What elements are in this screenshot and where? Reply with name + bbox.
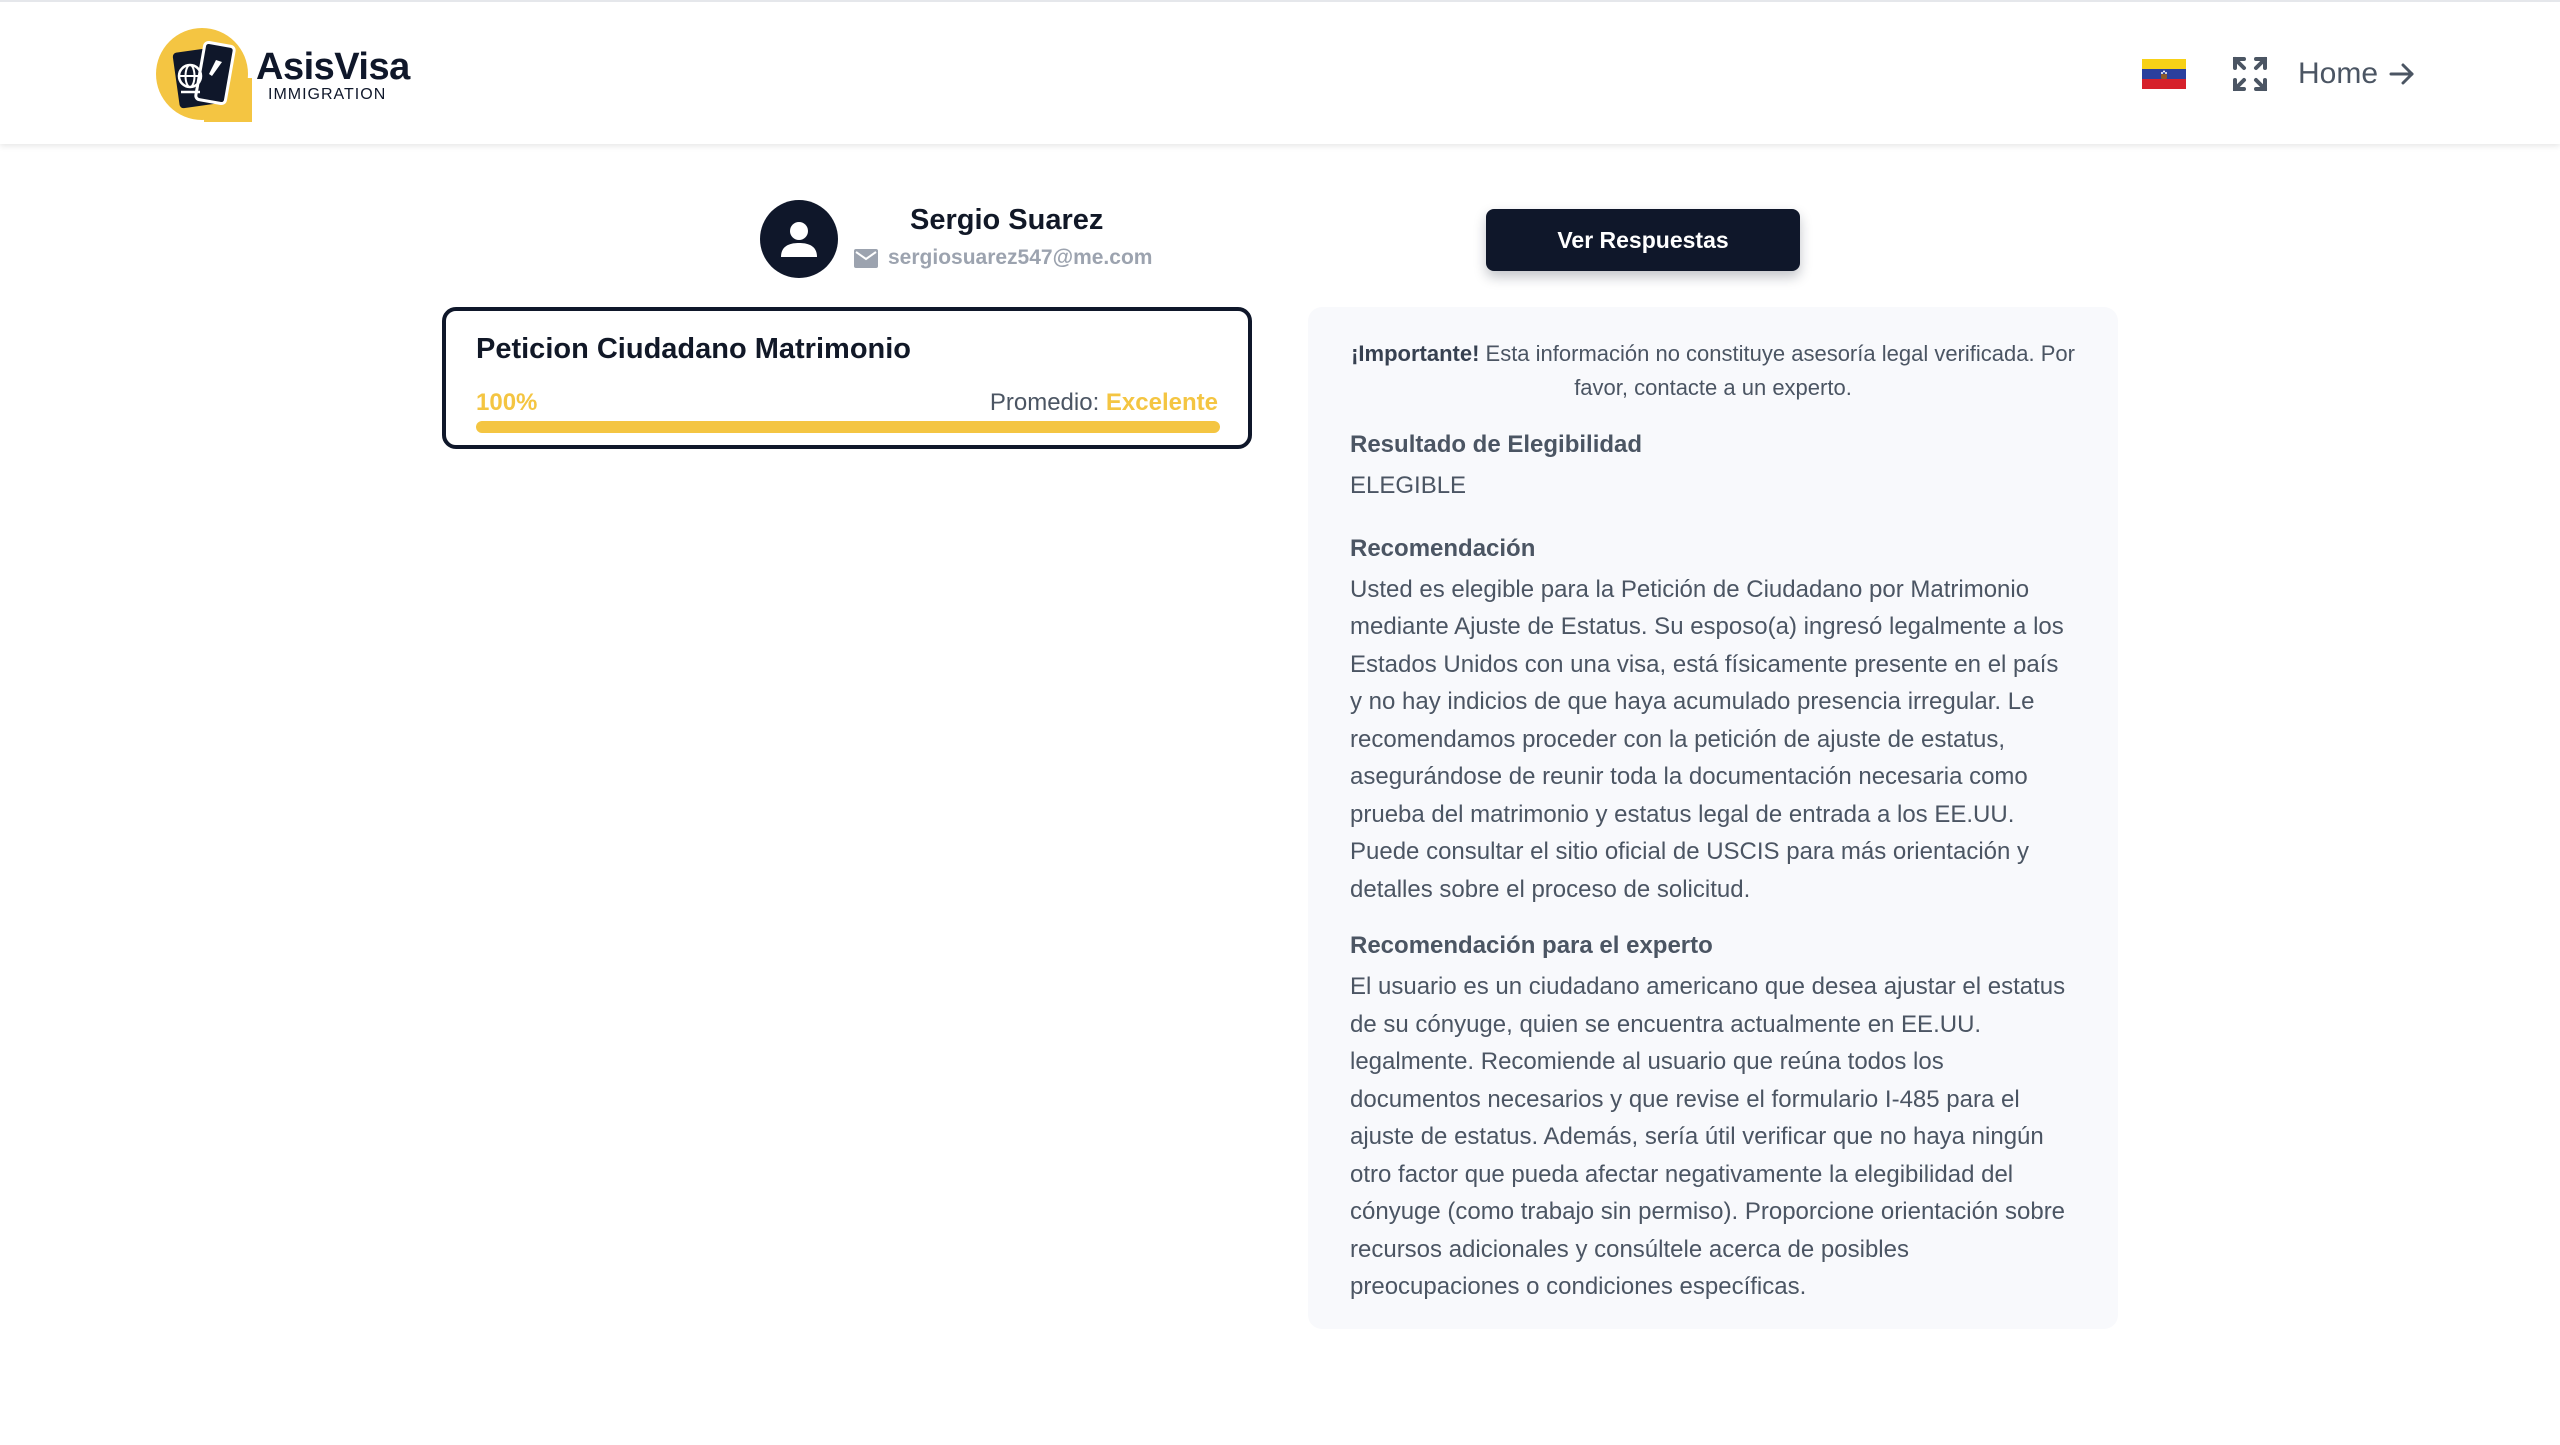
result-panel <box>1308 307 2118 1329</box>
expert-recommendation-title: Recomendación para el experto <box>1350 932 1713 959</box>
petition-title: Peticion Ciudadano Matrimonio <box>476 333 912 365</box>
brand-name: AsisVisa <box>256 46 410 88</box>
mail-icon <box>854 249 878 268</box>
expand-icon[interactable] <box>2232 56 2268 92</box>
important-text: Esta información no constituye asesoría legal verificada. Por favor, contacte a un experto. <box>1485 341 2075 400</box>
arrow-right-icon <box>2388 60 2416 88</box>
user-name: Sergio Suarez <box>910 204 1104 236</box>
important-notice <box>1350 337 2076 405</box>
eligibility-title: Resultado de Elegibilidad <box>1350 431 1643 458</box>
top-header <box>0 0 2560 144</box>
rating-value: Excelente <box>1105 389 1218 416</box>
expert-recommendation-text: El usuario es un ciudadano americano que desea ajustar el estatus de su cónyuge, quien se encuentra actualmente en EE.UU. legalmente. Recomiende al usuario que reúna todos los documentos necesarios y que revise el formulario I-485 para el ajuste de estatus. Además, sería útil verificar que no haya ningún otro factor que pueda afectar negativamente la elegibilidad del cónyuge (como trabajo sin permiso). Proporcione orientación sobre recursos adicionales y consúltele acerca de posibles preocupaciones o condiciones específicas. <box>1350 973 2066 1300</box>
eligibility-value: ELEGIBLE <box>1350 472 1467 499</box>
user-icon <box>779 219 819 259</box>
progress-bar <box>476 421 1220 433</box>
promedio <box>990 389 1218 417</box>
recommendation-title: Recomendación <box>1350 534 1536 562</box>
important-label: ¡Importante! <box>1351 341 1480 366</box>
brand-logo[interactable] <box>156 26 410 124</box>
home-link[interactable] <box>2298 54 2416 94</box>
user-email <box>854 246 1152 270</box>
petition-card[interactable] <box>442 307 1252 449</box>
ver-respuestas-button[interactable]: Ver Respuestas <box>1486 209 1800 271</box>
venezuela-flag-icon[interactable] <box>2142 59 2186 89</box>
recommendation-text: Usted es elegible para la Petición de Ciudadano por Matrimonio mediante Ajuste de Estatus. Su esposo(a) ingresó legalmente a los Estados Unidos con una visa, está físicamente presente en el país y no hay indicios de que haya acumulado presencia irregular. Le recomendamos proceder con la petición de ajuste de estatus, asegurándose de reunir toda la documentación necesaria como prueba del matrimonio y estatus legal de entrada a los EE.UU. Puede consultar el sitio oficial de USCIS para más orientación y detalles sobre el proceso de solicitud. <box>1350 575 2064 903</box>
user-email-text: sergiosuarez547@me.com <box>888 246 1153 269</box>
progress-percentage: 100% <box>476 389 538 416</box>
home-label: Home <box>2298 57 2379 90</box>
brand-subtitle: IMMIGRATION <box>268 86 387 103</box>
promedio-label: Promedio: <box>989 389 1100 416</box>
passport-globe-icon <box>156 26 252 122</box>
progress-bar-fill <box>476 421 1220 433</box>
avatar <box>760 200 838 278</box>
